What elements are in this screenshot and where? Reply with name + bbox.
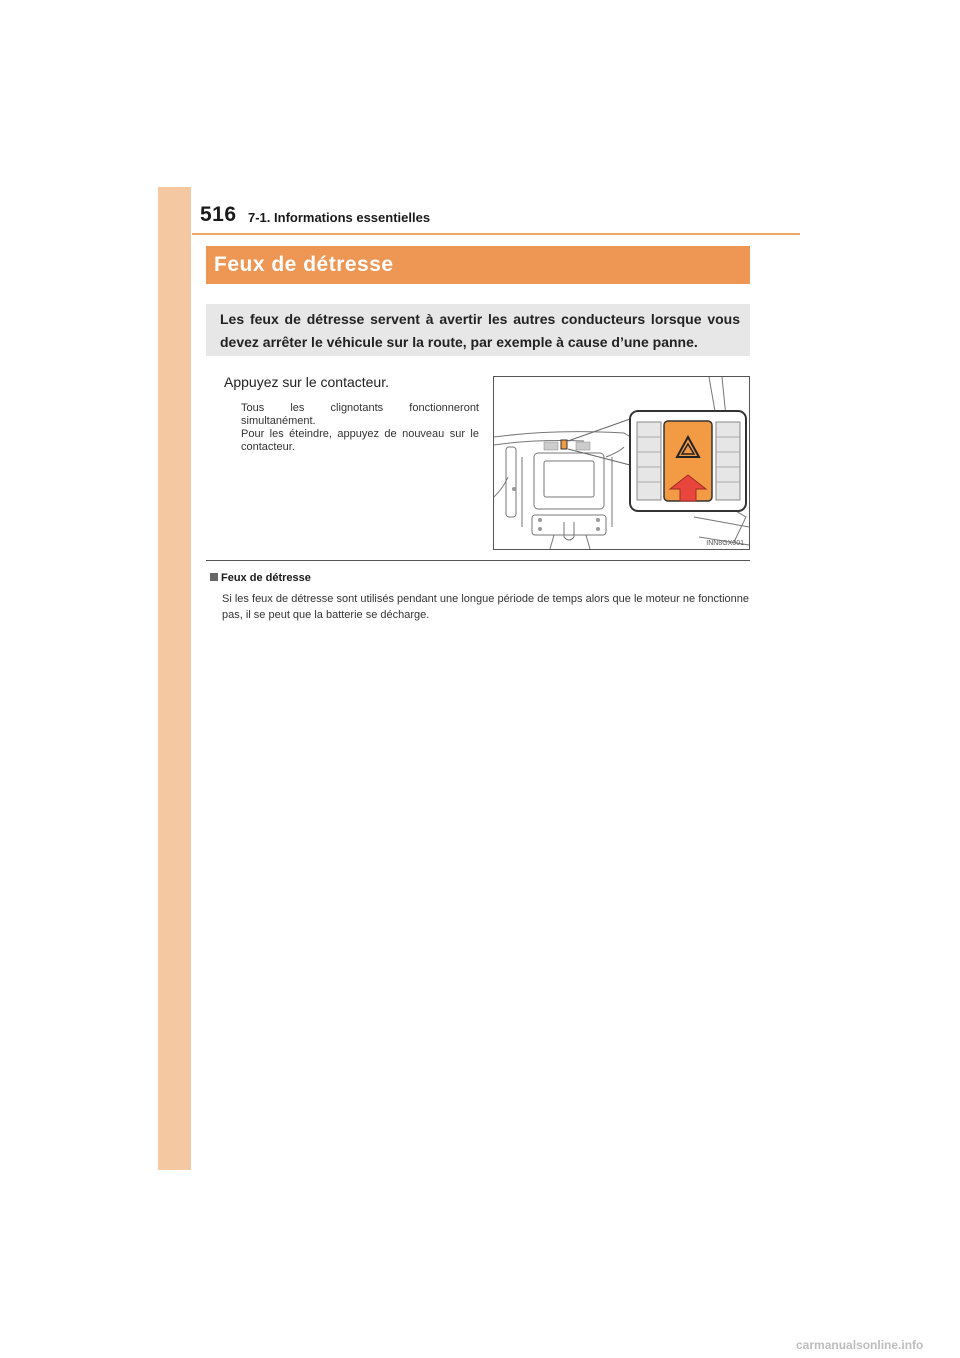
step-description-line: Pour les éteindre, appuyez de nouveau sur le contacteur. [241,428,479,453]
side-band [158,187,191,1170]
chapter-title: 7-1. Informations essentielles [248,210,431,225]
footer-watermark: carmanualsonline.info [796,1338,924,1352]
note-heading [210,572,311,584]
dashboard-drawing [494,377,749,549]
hazard-switch-illustration [493,376,750,550]
step-instruction: Appuyez sur le contacteur. [224,374,389,390]
note-heading-text: Feux de détresse [221,572,311,584]
callout-line [568,419,630,441]
step-description [241,402,479,454]
header-divider [192,233,800,235]
intro-text: Les feux de détresse servent à avertir les autres conducteurs lorsque vous devez arrêter le véhicule sur la route, par exemple à cause d’une panne. [220,311,740,350]
section-title: Feux de détresse [206,246,750,284]
page-number: 516 [200,203,237,226]
intro-box [206,304,750,356]
callout-line [568,449,630,465]
bullet-square-icon [210,573,218,581]
section-divider [206,560,750,561]
step-description-line: Tous les clignotants fonctionneront simultanément. [241,402,479,427]
hazard-marker [561,440,567,449]
note-body: Si les feux de détresse sont utilisés pendant une longue période de temps alors que le moteur ne fonctionne pas, il se peut que la batterie se décharge. [222,593,749,621]
figure-code: INN8GX001 [706,540,744,547]
